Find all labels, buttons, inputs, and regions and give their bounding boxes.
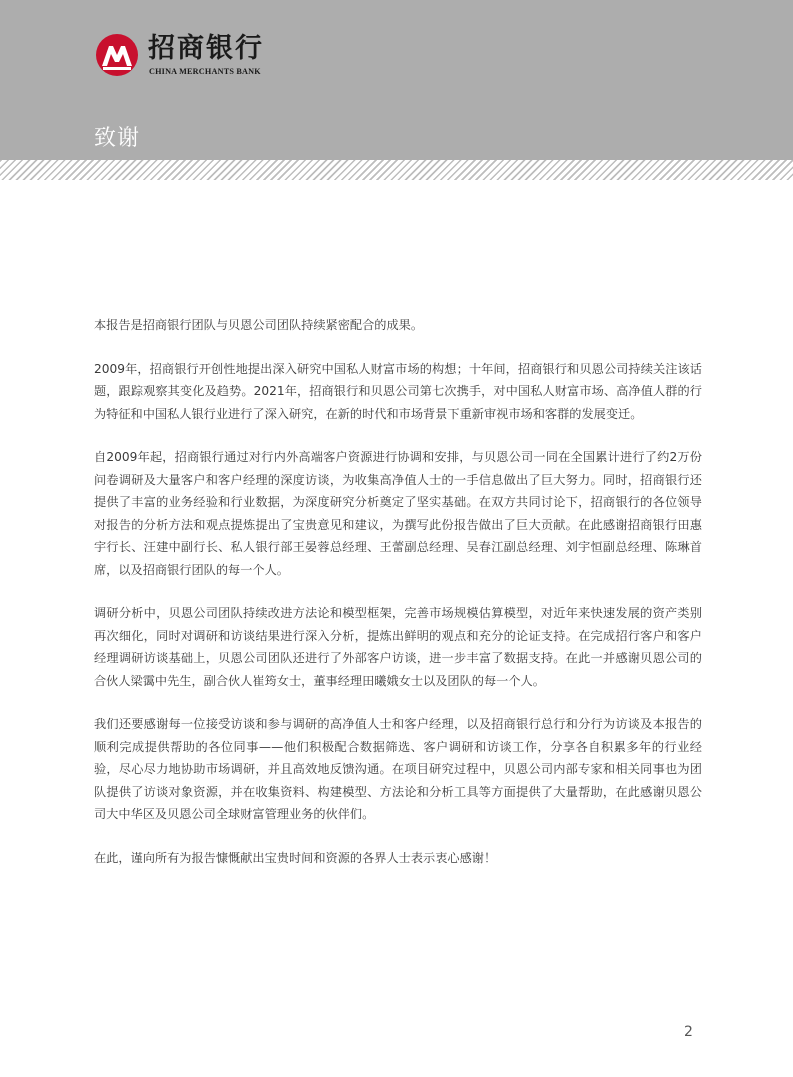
- paragraph-cmb-thanks: 自2009年起，招商银行通过对行内外高端客户资源进行协调和安排，与贝恩公司一同在全国累计进行了约2万份问卷调研及大量客户和客户经理的深度访谈，为收集高净值人士的一手信息做出了巨大努力。同时，招商银行还提供了丰富的业务经验和行业数据，为深度研究分析奠定了坚实基础。在双方共同讨论下，招商银行的各位领导对报告的分析方法和观点提炼提出了宝贵意见和建议，为撰写此份报告做出了巨大贡献。在此感谢招商银行田惠宇行长、汪建中副行长、私人银行部王晏蓉总经理、王蕾副总经理、吴春江副总经理、刘宇恒副总经理、陈琳首席，以及招商银行团队的每一个人。: [94, 450, 702, 577]
- header-band: [0, 0, 793, 160]
- page-title: 致谢: [94, 126, 141, 151]
- brand-name-cn: 招商银行: [148, 33, 264, 64]
- paragraph-intro: 本报告是招商银行团队与贝恩公司团队持续紧密配合的成果。: [94, 318, 424, 332]
- paragraph-closing: 在此，谨向所有为报告慷慨献出宝贵时间和资源的各界人士表示衷心感谢！: [94, 850, 497, 865]
- paragraph-bain-thanks: 调研分析中，贝恩公司团队持续改进方法论和模型框架，完善市场规模估算模型，对近年来快速发展的资产类别再次细化，同时对调研和访谈结果进行深入分析，提炼出鲜明的观点和充分的论证支持。在完成招行客户和客户经理调研访谈基础上，贝恩公司团队还进行了外部客户访谈，进一步丰富了数据支持。在此一并感谢贝恩公司的合伙人梁霭中先生，副合伙人崔筠女士，董事经理田曦娥女士以及团队的每一个人。: [94, 606, 702, 688]
- paragraph-history: 2009年，招商银行开创性地提出深入研究中国私人财富市场的构想；十年间，招商银行和贝恩公司持续关注该话题，跟踪观察其变化及趋势。2021年，招商银行和贝恩公司第七次携手，对中国私人财富市场、高净值人群的行为特征和中国私人银行业进行了深入研究，在新的时代和市场背景下重新审视市场和客群的发展变迁。: [94, 361, 702, 421]
- hatch-divider: [0, 160, 793, 180]
- brand-name-en: CHINA MERCHANTS BANK: [149, 67, 261, 76]
- cmb-logo-icon: [94, 33, 140, 77]
- page-number: 2: [684, 1024, 693, 1040]
- acknowledgement-body: [94, 314, 702, 890]
- paragraph-participants-thanks: 我们还要感谢每一位接受访谈和参与调研的高净值人士和客户经理，以及招商银行总行和分行为访谈及本报告的顺利完成提供帮助的各位同事——他们积极配合数据筛选、客户调研和访谈工作，分享各自积累多年的行业经验，尽心尽力地协助市场调研，并且高效地反馈沟通。在项目研究过程中，贝恩公司内部专家和相关同事也为团队提供了访谈对象资源，并在收集资料、构建模型、方法论和分析工具等方面提供了大量帮助，在此感谢贝恩公司大中华区及贝恩公司全球财富管理业务的伙伴们。: [94, 717, 702, 821]
